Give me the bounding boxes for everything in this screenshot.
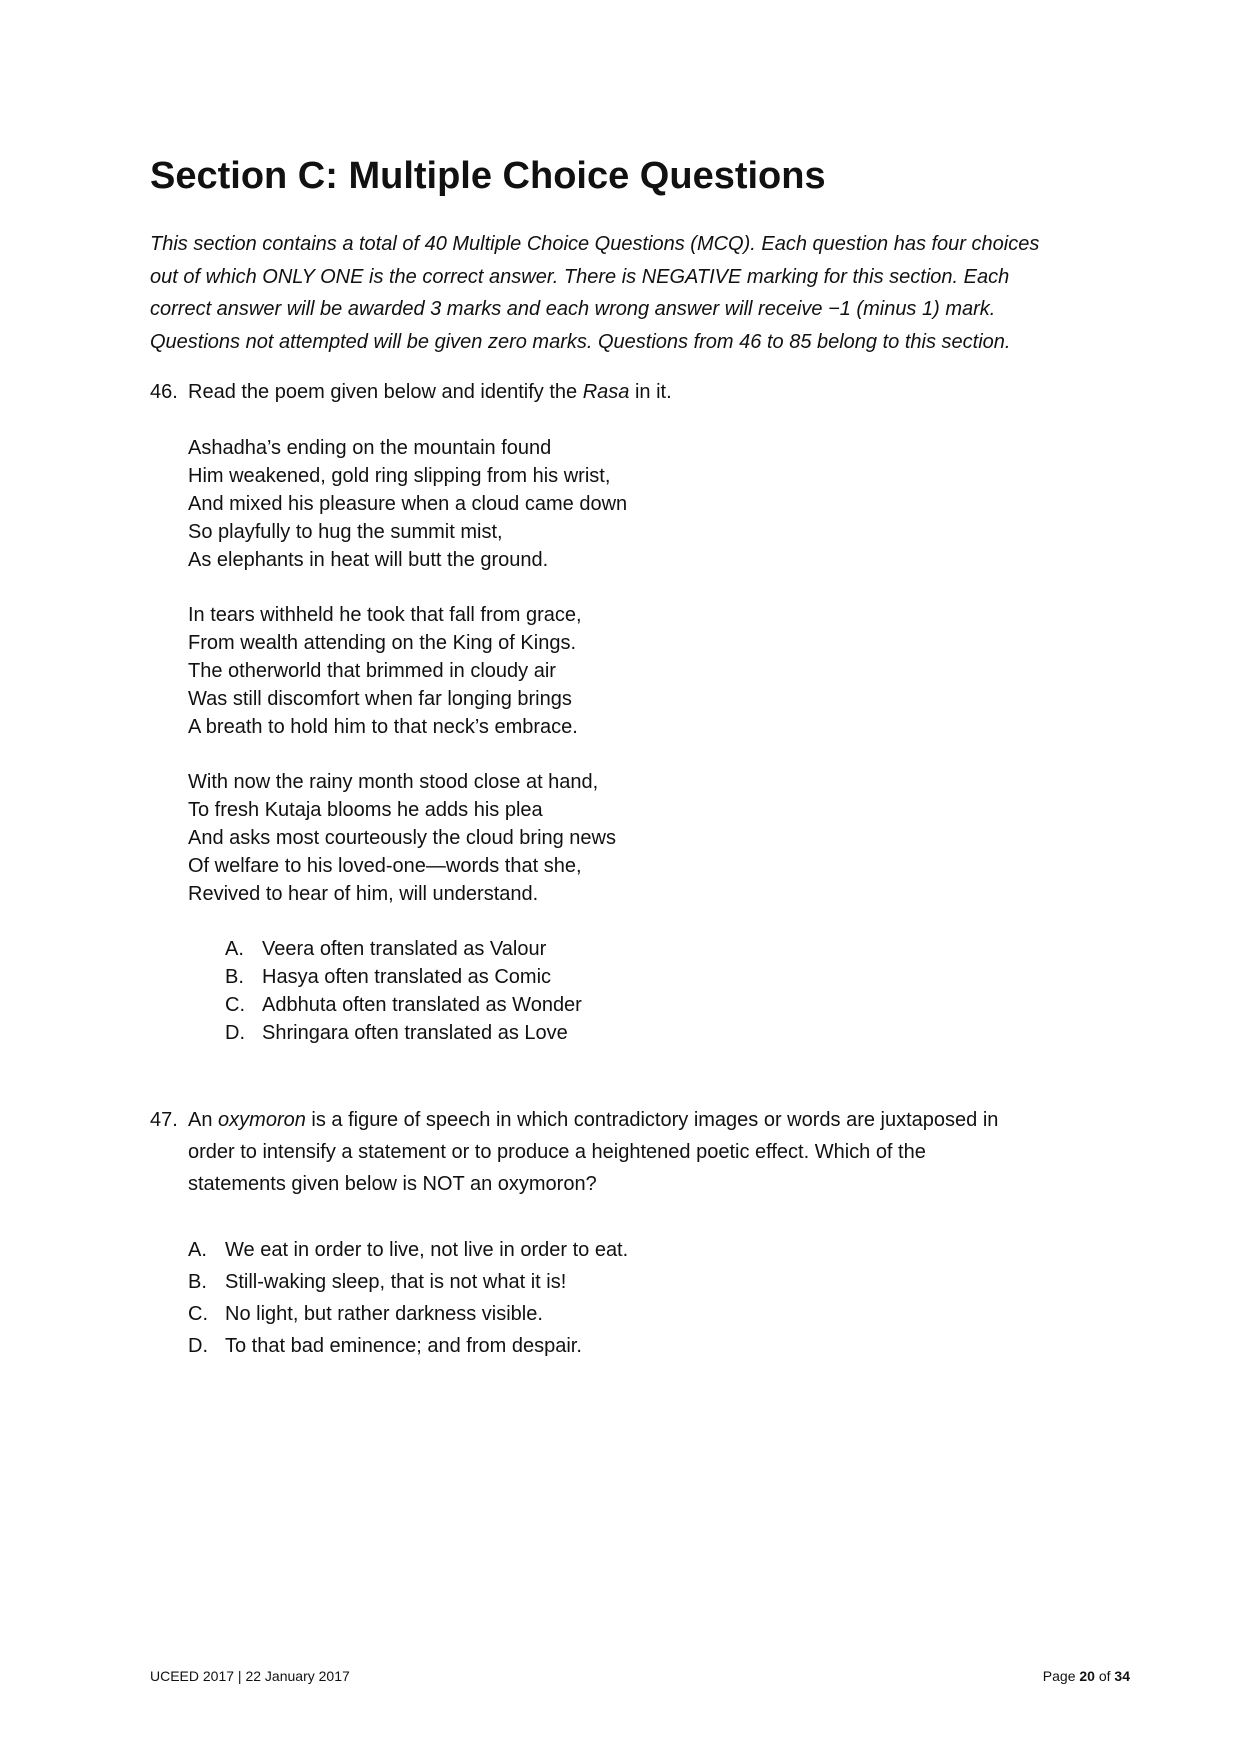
question-number: 46. <box>150 381 178 403</box>
option-b[interactable] <box>188 1266 628 1298</box>
poem-stanza-1 <box>188 434 627 574</box>
question-prompt <box>188 376 672 408</box>
option-text: We eat in order to live, not live in order to eat. <box>225 1239 629 1261</box>
footer-page-number <box>1043 1666 1130 1686</box>
option-c[interactable] <box>225 991 582 1019</box>
poem-line: Ashadha’s ending on the mountain found <box>188 437 552 459</box>
prompt-line: statements given below is NOT an oxymoron? <box>188 1173 597 1195</box>
option-letter: B. <box>188 1271 207 1293</box>
prompt-text: is a figure of speech in which contradictory images or words are juxtaposed in <box>305 1109 999 1131</box>
poem-line: The otherworld that brimmed in cloudy air <box>188 660 556 682</box>
page-total: 34 <box>1114 1668 1130 1684</box>
poem-line: Of welfare to his loved-one—words that she, <box>188 855 582 877</box>
option-text: Shringara often translated as Love <box>262 1022 568 1044</box>
prompt-text: in it. <box>629 381 672 403</box>
prompt-line: order to intensify a statement or to produce a heightened poetic effect. Which of the <box>188 1141 926 1163</box>
prompt-text: Read the poem given below and identify the <box>188 381 583 403</box>
option-letter: C. <box>188 1303 208 1325</box>
poem-line: To fresh Kutaja blooms he adds his plea <box>188 799 543 821</box>
option-letter: D. <box>225 1022 245 1044</box>
poem-line: Revived to hear of him, will understand. <box>188 883 539 905</box>
poem-line: From wealth attending on the King of Kings. <box>188 632 577 654</box>
section-instructions <box>150 228 1090 358</box>
prompt-italic-term: oxymoron <box>218 1109 306 1131</box>
footer-exam-date: UCEED 2017 | 22 January 2017 <box>150 1668 350 1684</box>
poem-line: And mixed his pleasure when a cloud came down <box>188 493 628 515</box>
poem-line: Was still discomfort when far longing brings <box>188 688 572 710</box>
option-text: Adbhuta often translated as Wonder <box>262 994 582 1016</box>
option-text: Veera often translated as Valour <box>262 938 547 960</box>
option-letter: A. <box>188 1239 207 1261</box>
section-title: Section C: Multiple Choice Questions <box>150 155 826 197</box>
prompt-italic-term: Rasa <box>582 381 630 403</box>
poem-stanza-3 <box>188 768 616 908</box>
option-text: Hasya often translated as Comic <box>262 966 552 988</box>
option-text: No light, but rather darkness visible. <box>225 1303 543 1325</box>
poem-line: With now the rainy month stood close at hand, <box>188 771 599 793</box>
option-letter: D. <box>188 1335 208 1357</box>
instruction-line: correct answer will be awarded 3 marks and each wrong answer will receive −1 (minus 1) mark. <box>150 298 996 320</box>
prompt-line <box>188 1104 998 1136</box>
instruction-line: Questions not attempted will be given zero marks. Questions from 46 to 85 belong to this section. <box>150 330 1011 353</box>
option-letter: A. <box>225 938 244 960</box>
answer-options <box>188 1234 628 1362</box>
option-letter: B. <box>225 966 244 988</box>
poem-line: A breath to hold him to that neck’s embrace. <box>188 716 578 738</box>
poem-line: In tears withheld he took that fall from grace, <box>188 604 582 626</box>
option-letter: C. <box>225 994 245 1016</box>
prompt-text: An <box>188 1109 219 1131</box>
page-current: 20 <box>1079 1668 1095 1684</box>
option-d[interactable] <box>188 1330 628 1362</box>
answer-options <box>225 935 582 1047</box>
poem-line: As elephants in heat will butt the ground. <box>188 549 549 571</box>
option-text: Still-waking sleep, that is not what it is! <box>225 1271 567 1293</box>
question-prompt <box>188 1104 998 1200</box>
option-a[interactable] <box>188 1234 628 1266</box>
instruction-line: This section contains a total of 40 Multiple Choice Questions (MCQ). Each question has four choices <box>150 233 1040 255</box>
poem-line: And asks most courteously the cloud bring news <box>188 827 616 849</box>
option-c[interactable] <box>188 1298 628 1330</box>
option-b[interactable] <box>225 963 582 991</box>
poem-line: Him weakened, gold ring slipping from his wrist, <box>188 465 611 487</box>
option-d[interactable] <box>225 1019 582 1047</box>
poem-stanza-2 <box>188 601 582 741</box>
option-a[interactable] <box>225 935 582 963</box>
page-of: of <box>1094 1668 1115 1684</box>
prompt-line <box>188 376 672 408</box>
option-text: To that bad eminence; and from despair. <box>225 1335 582 1357</box>
instruction-line: out of which ONLY ONE is the correct answer. There is NEGATIVE marking for this section. Each <box>150 265 1010 288</box>
question-number: 47. <box>150 1109 178 1131</box>
page-label: Page <box>1042 1668 1080 1684</box>
poem-line: So playfully to hug the summit mist, <box>188 521 503 543</box>
